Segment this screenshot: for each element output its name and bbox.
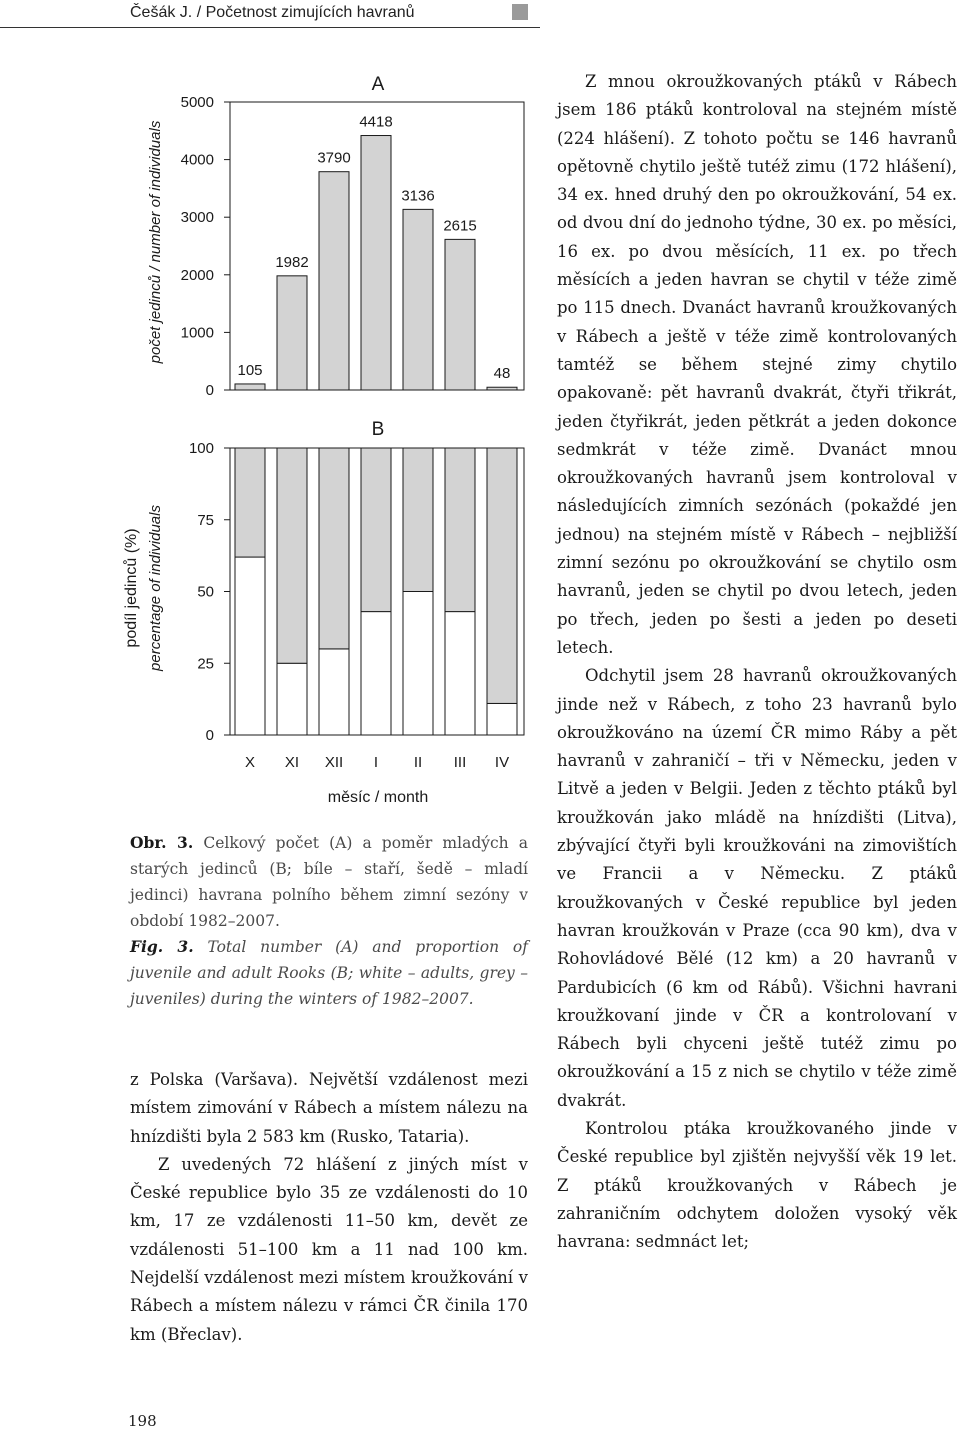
panel-b-bar-juveniles bbox=[235, 448, 265, 557]
header-rule bbox=[0, 27, 540, 28]
right-paragraph-2: Odchytil jsem 28 havranů okroužkovaných jinde než v Rábech, z toho 23 havranů bylo okroužkováno na území ČR mimo Ráby a pět havranů v zahraničí – tři v Německu, jeden v Litvě a jeden v Belgii. Jeden z těchto ptáků byl kroužkován jako mládě na hnízdišti (Litva), zbývající čtyři byli kroužkováni na zimovištích ve Francii a v Německu. Z ptáků kroužkovaných v České republice byl jeden havran kroužkován v Praze (cca 90 km), dva v Rohovládové Bělé (12 km) a 20 havranů v Pardubicích (6 km od Rábů). Všichni havrani kroužkovaní jinde v ČR a kontrolovaní v Rábech byli chyceni ještě tutéž zimu po okroužkování a 15 z nich se chytilo v téže zimě dvakrát. bbox=[557, 666, 957, 1110]
caption-english bbox=[130, 934, 528, 1012]
panel-b-bar-juveniles bbox=[403, 448, 433, 592]
running-header bbox=[0, 0, 960, 30]
panel-b-ylabel-line2: percentage of individuals bbox=[147, 505, 164, 671]
panel-b-bar-juveniles bbox=[487, 448, 517, 703]
panel-b-bar-juveniles bbox=[361, 448, 391, 612]
header-marker bbox=[512, 4, 528, 20]
caption-en-label: Fig. 3. bbox=[130, 937, 194, 956]
panel-b-ytick-label: 0 bbox=[205, 727, 214, 744]
panel-a-data-label: 4418 bbox=[359, 113, 393, 131]
left-column bbox=[130, 1066, 528, 1349]
panel-a-bar bbox=[361, 136, 391, 390]
panel-b-bar-adults bbox=[403, 592, 433, 736]
panel-b-letter: B bbox=[371, 419, 385, 440]
x-tick-label: XII bbox=[324, 754, 344, 771]
x-axis-title: měsíc / month bbox=[327, 789, 429, 806]
caption-cz-label: Obr. 3. bbox=[130, 833, 194, 852]
panel-a-data-label: 48 bbox=[493, 365, 511, 383]
left-paragraph-1: z Polska (Varšava). Největší vzdálenost mezi místem zimování v Rábech a místem nálezu na hnízdišti byla 2 583 km (Rusko, Tataria). bbox=[130, 1070, 528, 1146]
panel-b-bar-adults bbox=[277, 663, 307, 735]
panel-a-ytick-label: 1000 bbox=[180, 324, 214, 342]
panel-a-ytick-label: 5000 bbox=[180, 94, 214, 111]
panel-a-bar bbox=[403, 209, 433, 390]
panel-b-ytick-label: 50 bbox=[197, 583, 214, 601]
panel-a-ytick-label: 3000 bbox=[180, 209, 214, 227]
x-tick-label: III bbox=[453, 754, 467, 771]
page-number: 198 bbox=[128, 1412, 157, 1430]
right-column bbox=[557, 68, 957, 1256]
panel-b-ytick-label: 75 bbox=[197, 511, 214, 529]
left-paragraph-2: Z uvedených 72 hlášení z jiných míst v České republice bylo 35 ze vzdálenosti do 10 km, 17 ze vzdálenosti 11–50 km, devět ze vzdálenosti 51–100 km a 11 nad 100 km. Nejdelší vzdálenost mezi místem kroužkování v Rábech a místem nálezu v rámci ČR činila 170 km (Břeclav). bbox=[130, 1154, 528, 1344]
panel-b-bar-juveniles bbox=[319, 448, 349, 649]
x-tick-label: X bbox=[244, 754, 256, 771]
figure-3-chart bbox=[0, 60, 530, 820]
panel-a-bar bbox=[319, 172, 349, 390]
panel-b-bar-adults bbox=[487, 703, 517, 735]
panel-b-ylabel-line1: podíl jedinců (%) bbox=[123, 528, 140, 648]
panel-a bbox=[181, 94, 524, 399]
panel-b-bar-adults bbox=[361, 612, 391, 735]
panel-a-data-label: 3790 bbox=[317, 149, 351, 167]
caption-en-text: Total number (A) and proportion of juvenile and adult Rooks (B; white – adults, grey – juveniles) during the winters of 1982–2007. bbox=[130, 938, 528, 1008]
panel-a-ytick-label: 4000 bbox=[180, 151, 214, 169]
panel-b-bar-adults bbox=[319, 649, 349, 735]
panel-b bbox=[189, 440, 524, 744]
panel-a-ylabel: počet jedinců / number of individuals bbox=[147, 120, 164, 364]
panel-b-ytick-label: 25 bbox=[197, 655, 214, 673]
panel-b-bar-adults bbox=[235, 557, 265, 735]
figure-caption bbox=[130, 830, 528, 1012]
panel-a-bar bbox=[487, 387, 517, 390]
panel-a-ytick-label: 2000 bbox=[180, 266, 214, 284]
panel-a-bar bbox=[235, 384, 265, 390]
panel-b-bar-juveniles bbox=[277, 448, 307, 663]
right-paragraph-1: Z mnou okroužkovaných ptáků v Rábech jsem 186 ptáků kontroloval na stejném místě (224 hlášení). Z tohoto počtu se 146 havranů opětovně chytilo ještě tutéž zimu (172 hlášení), 34 ex. hned druhý den po okroužkování, 54 ex. od dvou dní do jednoho týdne, 30 ex. po měsíci, 16 ex. po dvou měsících, 11 ex. po třech měsících a jeden havran se chytil v téže zimě po 115 dnech. Dvanáct havranů kroužkovaných v Rábech a ještě v téže zimě kontrolovaných tamtéž se během stejné zimy chytilo opakovaně: pět havranů dvakrát, čtyři třikrát, jeden čtyřikrát, jeden pětkrát a jeden dokonce sedmkrát v téže zimě. Dvanáct mnou okroužkovaných havranů jsem kontroloval v následujících zimních sezónách (pokaždé jen jednou) na stejném místě v Rábech – nejbližší zimní sezónu po okroužkování se chytilo osm havranů, jeden se chytil po dvou letech, jeden po třech, jeden po šesti a jeden po deseti letech. bbox=[557, 72, 957, 657]
panel-a-bar bbox=[277, 276, 307, 390]
panel-b-ytick-label: 100 bbox=[188, 440, 214, 457]
right-paragraph-3: Kontrolou ptáka kroužkovaného jinde v České republice byl zjištěn nejvyšší věk 19 let. Z ptáků kroužkovaných v Rábech je zahraničním odchytem doložen vysoký věk havrana: sedmnáct let; bbox=[557, 1118, 957, 1252]
x-axis bbox=[245, 754, 509, 771]
panel-a-data-label: 105 bbox=[237, 361, 263, 379]
x-tick-label: II bbox=[413, 754, 423, 771]
panel-a-bar bbox=[445, 239, 475, 390]
caption-cz-text: Celkový počet (A) a poměr mladých a starých jedinců (B; bíle – staří, šedě – mladí jedinci) havrana polního během zimní sezóny v období 1982–2007. bbox=[130, 834, 528, 930]
panel-a-data-label: 3136 bbox=[401, 187, 435, 205]
x-tick-label: IV bbox=[494, 754, 510, 771]
panel-a-ytick-label: 0 bbox=[205, 382, 214, 399]
panel-b-bar-adults bbox=[445, 612, 475, 735]
panel-a-letter: A bbox=[371, 74, 385, 95]
panel-a-data-label: 1982 bbox=[275, 253, 309, 271]
x-tick-label: XI bbox=[284, 754, 300, 771]
x-tick-label: I bbox=[373, 754, 379, 771]
panel-b-bar-juveniles bbox=[445, 448, 475, 612]
running-title: Češák J. / Početnost zimujících havranů bbox=[130, 4, 415, 21]
panel-a-data-label: 2615 bbox=[443, 217, 477, 235]
caption-czech bbox=[130, 830, 528, 934]
